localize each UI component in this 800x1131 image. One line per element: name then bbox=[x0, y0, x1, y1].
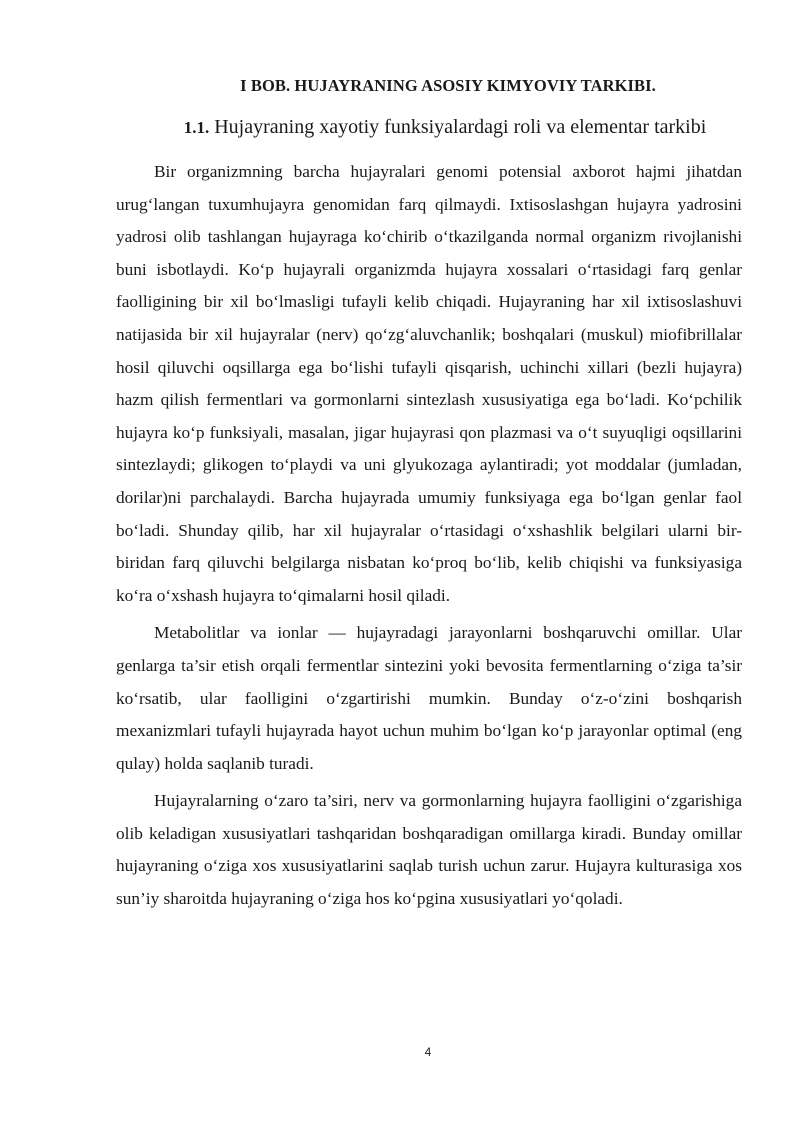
paragraph: Metabolitlar va ionlar — hujayradagi jarayonlarni boshqaruvchi omillar. Ular genlarga ta’sir etish orqali fermentlar sintezini yoki bevosita fermentlarning o‘ziga ta’sir ko‘rsatib, ular faolligini o‘zgartirishi mumkin. Bunday o‘z-o‘zini boshqarish mexanizmlari tufayli hujayrada hayot uchun muhim bo‘lgan ko‘p jarayonlar optimal (eng qulay) holda saqlanib turadi. bbox=[116, 623, 742, 773]
section-number: 1.1. bbox=[183, 118, 210, 137]
body-text bbox=[116, 156, 742, 916]
paragraph: Hujayralarning o‘zaro ta’siri, nerv va gormonlarning hujayra faolligini o‘zgarishiga olib keladigan xususiyatlari tashqaridan boshqaradigan omillarga kiradi. Bunday omillar hujayraning o‘ziga xos xususiyatlarini saqlab turish uchun zarur. Hujayra kulturasiga xos sun’iy sharoitda hujayraning o‘ziga hos ko‘pgina xususiyatlari yo‘qoladi. bbox=[116, 791, 742, 909]
paragraph: Bir organizmning barcha hujayralari genomi potensial axborot hajmi jihatdan urug‘langan tuxumhujayra genomidan farq qilmaydi. Ixtisoslashgan hujayra yadrosini yadrosi olib tashlangan hujayraga ko‘chirib o‘tkazilganda normal organizm rivojlanishi buni isbotlaydi. Ko‘p hujayrali organizmda hujayra xossalari o‘rtasidagi farq genlar faolligining bir xil bo‘lmasligi tufayli kelib chiqadi. Hujayraning har xil ixtisoslashuvi natijasida bir xil hujayralar (nerv) qo‘zg‘aluvchanlik; boshqalari (muskul) miofibrillalar hosil qiluvchi oqsillarga ega bo‘lishi tufayli qisqarish, uchinchi xillari (bezli hujayra) hazm qilish fermentlari va gormonlarni sintezlash xususiyatiga ega bo‘ladi. Ko‘pchilik hujayra ko‘p funksiyali, masalan, jigar hujayrasi qon plazmasi va o‘t suyuqligi oqsillarini sintezlaydi; glikogen to‘playdi va uni glyukozaga aylantiradi; yot moddalar (jumladan, dorilar)ni parchalaydi. Barcha hujayrada umumiy funksiyaga ega bo‘lgan genlar faol bo‘ladi. Shunday qilib, har xil hujayralar o‘rtasidagi o‘xshashlik belgilari ularni bir-biridan farq qiluvchi belgilarga nisbatan ko‘proq bo‘lib, kelib chiqishi va funksiyasiga ko‘ra o‘xshash hujayra to‘qimalarni hosil qiladi. bbox=[116, 162, 742, 605]
chapter-title: I BOB. HUJAYRANING ASOSIY KIMYOVIY TARKIBI. bbox=[240, 76, 656, 95]
page-number: 4 bbox=[424, 1045, 432, 1059]
section-heading bbox=[130, 116, 760, 139]
section-title: Hujayraning xayotiy funksiyalardagi roli va elementar tarkibi bbox=[214, 116, 707, 138]
